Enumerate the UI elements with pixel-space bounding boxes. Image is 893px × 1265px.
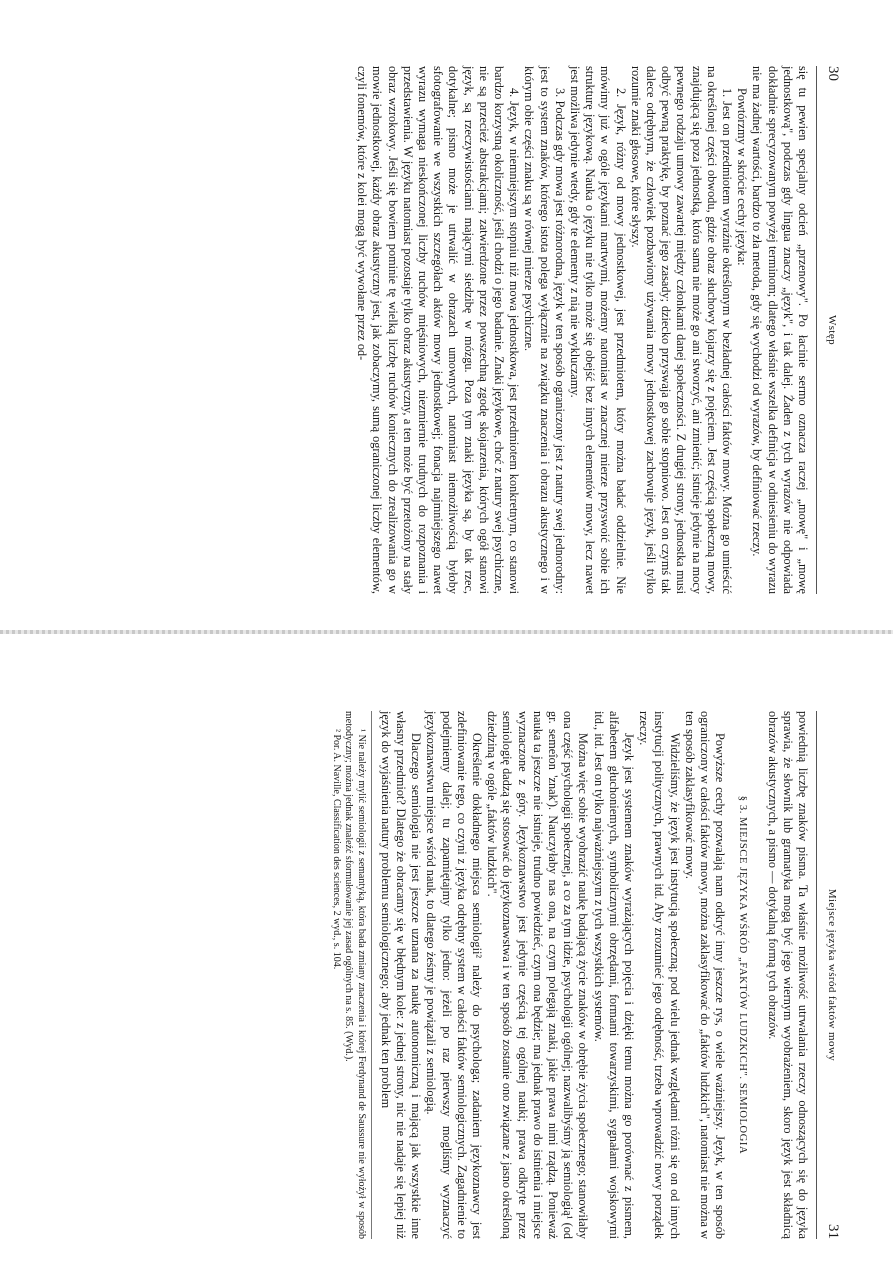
page-body	[354, 66, 816, 594]
paragraph: 4. Język, w niemniejszym stopniu niż mowa jednostkowa, jest przedmiotem konkretnym, co stanowi bardzo korzystną okoliczność, jeśli chodzi o jego badanie. Znaki językowe, choć z natury swej psychiczne, nie są przecież abstrakcjami; zatwierdzone przez powszechną zgodę skojarzenia, których ogół stanowi język, są rzeczywistościami mającymi siedzibę w mózgu. Poza tym znaki języka są, by tak rzec, dotykalne; pismo może je utrwalić w obrazach umownych, natomiast niemożliwością byłoby sfotografowanie we wszystkich szczegółach aktów mowy jednostkowej; fonacja najmniejszego nawet wyrazu wymaga nieskończonej liczby ruchów mięśniowych, niezmiernie trudnych do rozpoznania i przedstawienia. W języku natomiast pozostaje tylko obraz akustyczny, a ten może być przetożony na stały obraz wzrokowy. Jeśli się bowiem pominie tę wielką liczbę ruchów koniecznych do zrealizowania go w mowie jednostkowej, każdy obraz akustyczny jest, jak zobaczymy, sumą ograniczonej liczby elementów, czyli fonemów, które z kolei mogą być wywołane przez od-	[355, 66, 522, 594]
paragraph: Powyższe cechy pozwalają nam odkryć inny jeszcze rys, o wiele ważniejszy. Język, w ten sposób ograniczony w całości faktów mowy, można zaklasyfikować do „faktów ludzkich", natomiast nie można w ten sposób zaklasyfikować mowy.	[682, 711, 728, 1239]
paragraph: 3. Podczas gdy mowa jest różnorodna, język w ten sposób ograniczony jest z natury swej jednorodny: jest to system znaków, którego istota polega wyłącznie na związku znaczenia i obrazu akustycznego i w którym obie części znaku są w równej mierze psychiczne.	[522, 66, 567, 594]
paragraph: Określenie dokładnego miejsca semiologii² należy do psychologa; zadaniem językoznawcy jest zdefiniowanie tego, co czyni z języka odrębny system w całości faktów semiologicznych. Zagadnienie to podejmiemy dalej; tu zapamiętajmy tylko jedno: jeżeli po raz pierwszy mogliśmy wyznaczyć językoznawstwu miejsce wśród nauk, to dlatego żeśmy je powiązali z semiologią.	[424, 711, 484, 1239]
footnote: ¹ Nie należy mylić semiologii z semantyką, która bada zmiany znaczenia i której Ferdynand de Saussure nie wyłożył w sposób metodyczny; można jednak znaleźć sformułowanie jej zasad ogólnych na s. 85. (Wyd.).	[343, 711, 367, 1239]
paragraph: Język jest systemem znaków wyrażających pojęcia i dzięki temu można go porównać z pismem, alfabetem głuchoniemych, symbolicznymi obrzędami, formami towarzyskimi, sygnałami wojskowymi itd., itd. Jest on tylko najważniejszym z tych wszystkich systemów.	[591, 711, 636, 1239]
paragraph: 2. Język, różny od mowy jednostkowej, jest przedmiotem, który można badać oddzielnie. Nie mówimy już w ogóle językami martwymi, możemy natomiast w znacznej mierze przyswoić sobie ich strukturę językową. Nauka o języku nie tylko może się obejść bez innych elementów mowy, lecz nawet jest możliwa jedynie wtedy, gdy te elementy z nią nie wykluczamy.	[567, 66, 628, 594]
book-page-left	[47, 40, 847, 620]
paragraph: Można więc sobie wyobrazić naukę badającą życie znaków w obrębie życia społecznego; stanowiłaby ona część psychologii społecznej, a co za tym idzie, psychologii ogólnej; nazwalibyśmy ją semiologią¹ (od gr. semeîon 'znak'). Nauczyłaby nas ona, na czym polegają znaki, jakie prawa nimi rządzą. Ponieważ nauka ta jeszcze nie istnieje, trudno powiedzieć, czym ona będzie; ma jednak prawo do istnienia i miejsce wyznaczone z góry. Językoznawstwo jest jedynie częścią tej ogólnej nauki; prawa odkryte przez semiologię dadzą się stosować do językoznawstwa i w ten sposób zostanie ono związane z jasno określoną dziedziną w ogóle „faktów ludzkich".	[485, 711, 591, 1239]
paragraph: 1. Jest on przedmiotem wyraźnie określonym w bezładnej całości faktów mowy. Można go umieścić na określonej części obwodu, gdzie obraz słuchowy kojarzy się z pojęciem. Jest częścią społeczną mowy, znajdującą się poza jednostką, która sama nie może go ani stworzyć, ani zmienić; istnieje jedynie na mocy pewnego rodzaju umowy zawartej między członkami danej społeczności. Z drugiej strony, jednostka musi odbyć pewną praktykę, by poznać jego zasady; dziecko przyswaja go sobie stopniowo. Jest on czymś tak dalece odrębnym, że człowiek pozbawiony używania mowy jednostkowej zachowuje język, jeśli tylko rozumie znaki głosowe, które słyszy.	[628, 66, 734, 594]
running-title: Miejsce języka wśród faktów mowy	[826, 888, 838, 1062]
paragraph: Widzieliśmy, że język jest instytucją społeczną; pod wielu jednak względami różni się on od innych instytucji politycznych, prawnych itd. Aby zrozumieć jego odrębność, trzeba wprowadzić nowy porządek rzeczy.	[637, 711, 682, 1239]
paragraph: powiednią liczbę znaków pisma. Ta właśnie możliwość utrwalania rzeczy odnoszących się do języka sprawia, że słownik lub gramatyka mogą być jego wiernym wyobrażeniem, skoro język jest składnicą obrazów akustycznych, a pismo — dotykalną formą tych obrazów.	[765, 711, 810, 1239]
book-gutter	[0, 630, 893, 634]
footnotes	[329, 711, 372, 1239]
paragraph: Dlaczego semiologia nie jest jeszcze uznana za naukę autonomiczną i mającą jak wszystkie inne własny przedmiot? Dlatego że obracamy się w błędnym kole: z jednej strony, nic nie nadaje się lepiej niż język do wyjaśnienia natury problemu semiologicznego; aby jednak ten problem	[378, 711, 424, 1239]
paragraph: się tu pewien specjalny odcień „przenowy". Po łacinie sermo oznacza raczej „mowę" i „mowę jednostkową", podczas gdy lingua znaczy „język", i tak dalej. Żaden z tych wyrazów nie odpowiada dokładnie sprecyzowanym powyżej terminom; dlatego właśnie wszelka definicja w odniesieniu do wyrazu nie ma żadnej wartości, bardzo to zła metoda, gdy się wychodzi od wyrazów, by definiować rzeczy.	[750, 66, 810, 594]
page-number: 30	[825, 66, 841, 81]
running-title: Wstęp	[826, 314, 838, 346]
running-head	[816, 711, 847, 1239]
page-number: 31	[825, 1224, 841, 1239]
book-page-right	[47, 685, 847, 1265]
page-body	[329, 711, 816, 1239]
running-head	[816, 66, 847, 594]
section-heading: § 3. MIEJSCE JĘZYKA WŚRÓD „FAKTÓW LUDZKICH". SEMIOLOGIA	[737, 795, 749, 1155]
paragraph: Powtórzmy w skrócie cechy języka:	[735, 88, 750, 266]
footnote: ² Por. A. Naville, Classification des sciences, 2 wyd., s. 104.	[330, 729, 342, 970]
